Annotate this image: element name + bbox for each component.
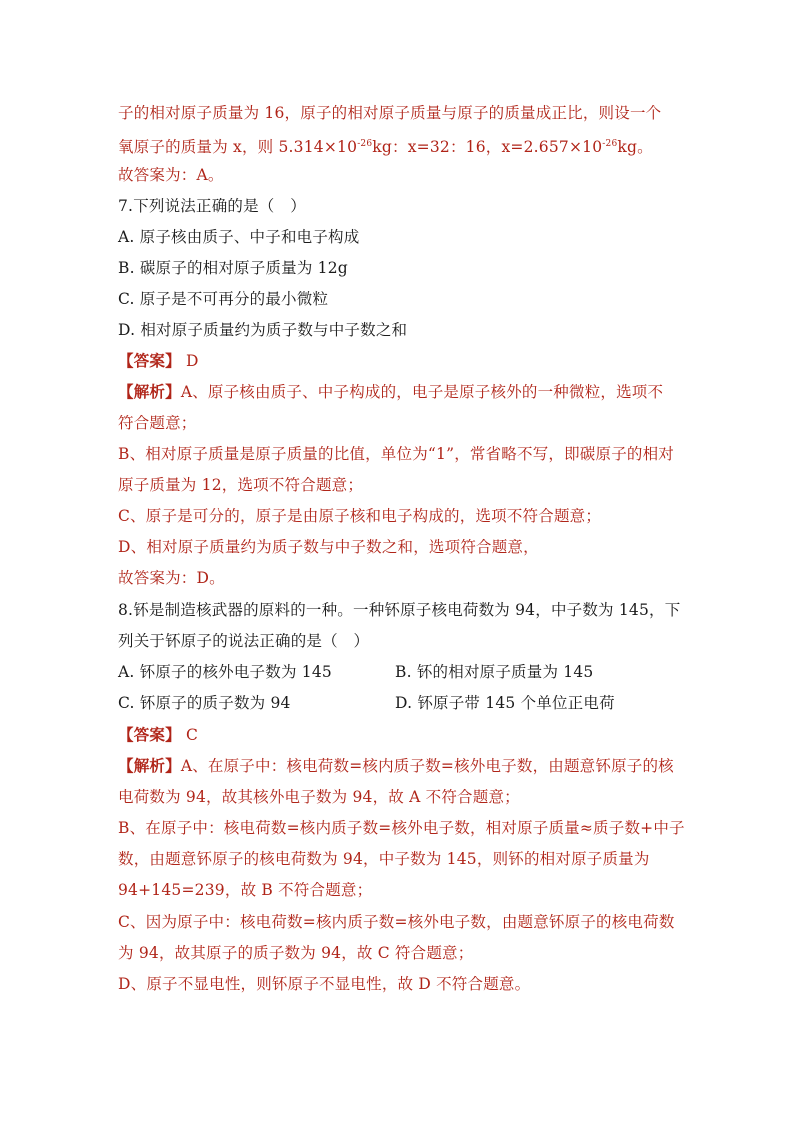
q7-answer — [118, 351, 199, 371]
q7-analysis-line-6: D、相对原子质量约为质子数与中子数之和，选项符合题意， — [118, 538, 539, 556]
q7-analysis-tag: 【解析】 — [118, 382, 181, 401]
q8-option-b: B. 钚的相对原子质量为 145 — [395, 663, 594, 681]
q7-answer-tag: 【答案】 — [118, 351, 181, 370]
q8-stem-line-2: 列关于钚原子的说法正确的是（ ） — [118, 632, 370, 650]
prev-conclusion: 故答案为：A。 — [118, 166, 224, 184]
prev-explanation-line-1: 子的相对原子质量为 16，原子的相对原子质量与原子的质量成正比，则设一个 — [118, 104, 662, 122]
q7-answer-value: D — [185, 352, 199, 370]
q8-analysis-tag: 【解析】 — [118, 756, 181, 775]
q7-analysis-line-7: 故答案为：D。 — [118, 569, 225, 587]
q8-analysis-line-4: 数，由题意钚原子的核电荷数为 94，中子数为 145，则钚的相对原子质量为 — [118, 850, 650, 868]
q7-stem: 7.下列说法正确的是（ ） — [118, 197, 306, 215]
q8-analysis-line-8: D、原子不显电性，则钚原子不显电性，故 D 不符合题意。 — [118, 975, 531, 993]
q8-analysis-line-7: 为 94，故其原子的质子数为 94，故 C 符合题意； — [118, 944, 474, 962]
q7-analysis-line-5: C、原子是可分的，原子是由原子核和电子构成的，选项不符合题意； — [118, 507, 602, 525]
q7-option-c: C. 原子是不可再分的最小微粒 — [118, 290, 329, 308]
q8-option-d: D. 钚原子带 145 个单位正电荷 — [395, 694, 615, 712]
q8-analysis-line-5: 94+145=239，故 B 不符合题意； — [118, 881, 373, 899]
prev-explanation-line-2: 氧原子的质量为 x，则 $5.314\times 10^{-26}kg$：x=32：16，$x=2.657\times 10^{-26}kg$。 — [118, 138, 653, 156]
q7-option-d: D. 相对原子质量约为质子数与中子数之和 — [118, 321, 408, 339]
q8-option-a: A. 钚原子的核外电子数为 145 — [118, 663, 332, 681]
q8-answer-tag: 【答案】 — [118, 725, 181, 744]
q8-answer-value: C — [185, 726, 199, 744]
q7-option-a: A. 原子核由质子、中子和电子构成 — [118, 228, 360, 246]
q7-analysis-line-1: 【解析】A、原子核由质子、中子构成的，电子是原子核外的一种微粒，选项不 — [118, 382, 664, 401]
q7-analysis-line-2: 符合题意； — [118, 414, 197, 432]
q8-options-row-1 — [118, 662, 678, 682]
q8-analysis-line-1: 【解析】A、在原子中：核电荷数=核内质子数=核外电子数，由题意钚原子的核 — [118, 756, 674, 775]
q8-options-row-2 — [118, 693, 678, 713]
q8-stem-line-1: 8.钚是制造核武器的原料的一种。一种钚原子核电荷数为 94，中子数为 145，下 — [118, 601, 681, 619]
q8-option-c: C. 钚原子的质子数为 94 — [118, 694, 291, 712]
q7-analysis-line-3: B、相对原子质量是原子质量的比值，单位为“1”，常省略不写，即碳原子的相对 — [118, 445, 675, 463]
q8-analysis-line-2: 电荷数为 94，故其核外电子数为 94，故 A 不符合题意； — [118, 788, 520, 806]
q8-analysis-line-6: C、因为原子中：核电荷数=核内质子数=核外电子数，由题意钚原子的核电荷数 — [118, 913, 675, 931]
q8-answer — [118, 725, 198, 745]
q7-option-b: B. 碳原子的相对原子质量为 12g — [118, 259, 348, 277]
q7-analysis-line-4: 原子质量为 12，选项不符合题意； — [118, 476, 364, 494]
q8-analysis-line-3: B、在原子中：核电荷数=核内质子数=核外电子数，相对原子质量≈质子数+中子 — [118, 819, 685, 837]
